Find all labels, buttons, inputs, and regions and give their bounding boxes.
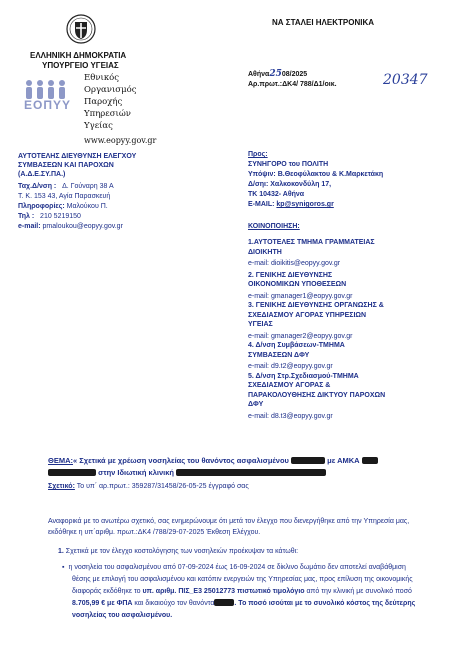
org-name-block	[84, 72, 137, 132]
cc-list	[248, 238, 385, 421]
recipient-block	[248, 150, 383, 210]
sender-unit-line: ΣΥΜΒΑΣΕΩΝ ΚΑΙ ΠΑΡΟΧΩΝ	[18, 162, 114, 169]
cc-item	[248, 301, 385, 341]
cc-item-line: 3. ΓΕΝΙΚΗΣ ΔΙΕΥΘΥΝΣΗΣ ΟΡΓΑΝΩΣΗΣ &	[248, 302, 384, 309]
cc-item-line: ΟΙΚΟΝΟΜΙΚΩΝ ΥΠΟΘΕΣΕΩΝ	[248, 281, 347, 288]
address-label: Ταχ.Δ/νση :	[18, 183, 57, 190]
cc-item	[248, 372, 385, 422]
date-line	[248, 70, 307, 79]
subject-reference	[48, 482, 249, 491]
cc-item-line: 4. Δ/νση Συμβάσεων-ΤΜΗΜΑ	[248, 342, 345, 349]
sender-contact	[18, 182, 123, 232]
point-text: Σχετικά με τον έλεγχο κοστολόγησης των νοσηλειών προέκυψαν τα κάτωθι:	[65, 548, 299, 555]
postal-address: Τ. Κ. 153 43, Αγία Παρασκευή	[18, 193, 111, 200]
subject-part1: « Σχετικά με χρέωση νοσηλείας του θανόντος ασφαλισμένου	[73, 456, 289, 465]
cc-item-line: 2. ΓΕΝΙΚΗΣ ΔΙΕΥΘΥΝΣΗΣ	[248, 271, 333, 279]
org-line: Οργανισμός	[84, 85, 137, 95]
cc-item-line: ΠΑΡΑΚΟΛΟΥΘΗΣΗΣ ΔΙΚΤΥΟΥ ΠΑΡΟΧΩΝ	[248, 391, 386, 399]
website-link[interactable]: www.eopyy.gov.gr	[84, 136, 157, 145]
tel-label: Τηλ :	[18, 213, 35, 220]
cc-item-line: ΣΧΕΔΙΑΣΜΟΥ ΑΓΟΡΑΣ ΥΠΗΡΕΣΙΩΝ	[248, 311, 367, 319]
send-electronically-note: ΝΑ ΣΤΑΛΕΙ ΗΛΕΚΤΡΟΝΙΚΑ	[272, 18, 374, 27]
redaction-bar	[291, 457, 325, 464]
protocol-label: Αρ.πρωτ.:ΔΚ4/ 788/Δ1/οικ.	[248, 81, 337, 88]
cc-item-line: ΣΧΕΔΙΑΣΜΟΥ ΑΓΟΡΑΣ &	[248, 382, 331, 389]
bullet-icon: ▪	[62, 564, 65, 571]
intro-paragraph: Αναφορικά με το ανωτέρω σχετικό, σας ενημερώνουμε ότι μετά τον έλεγχο που διενεργήθηκε από την Υπηρεσία μας, εκδόθηκε η υπ΄αριθμ. πρωτ.:ΔΚ4 /788/29-07-2025 Έκθεση Ελέγχου.	[48, 518, 410, 536]
subject-part2: με ΑΜΚΑ	[327, 456, 360, 465]
subject-line-2	[48, 468, 326, 477]
redaction-bar	[48, 469, 96, 476]
cc-item	[248, 341, 385, 372]
republic-heading: ΕΛΛΗΝΙΚΗ ΔΗΜΟΚΡΑΤΙΑ	[30, 51, 127, 60]
athens-label: Αθήνα	[248, 71, 270, 78]
cc-title: ΚΟΙΝΟΠΟΙΗΣΗ:	[248, 223, 300, 230]
ministry-heading: ΥΠΟΥΡΓΕΙΟ ΥΓΕΙΑΣ	[42, 61, 119, 70]
redaction-bar	[176, 469, 326, 476]
recipient-email-label: E-MAIL:	[248, 201, 275, 208]
sender-unit-line: (Α.Δ.Ε.ΣΥ.ΠΑ.)	[18, 171, 66, 178]
recipient-line: Δ/σηι: Χαλκοκονδύλη 17,	[248, 181, 332, 188]
cc-item-email[interactable]: e-mail: d8.t3@eopyy.gov.gr	[248, 412, 333, 420]
bullet-text-a: η νοσηλεία του ασφαλισμένου από 07-09-2024 έως 16-09-2024 σε δίκλινο δωμάτιο δεν αποτελεί αναβάθμιση θέσης με επιλογή του ασφαλισμένου και κατόπιν ενεργειών της Υπηρεσίας μας, προς επίλυση της οικονομικής διαφοράς εκδόθηκε το	[68, 564, 413, 595]
protocol-line	[248, 80, 337, 89]
subject-line-1	[48, 456, 378, 465]
bullet-text-bold1: υπ. αριθμ. ΠΙΣ_Ε3 25012773 πιστωτικό τιμολόγιο	[142, 588, 305, 595]
cc-item-email[interactable]: e-mail: gmanager1@eopyy.gov.gr	[248, 292, 353, 300]
bullet-text-e: και δικαιούχο τον θανόντα	[132, 600, 215, 607]
reference-value: Το υπ΄ αρ.πρωτ.: 359287/31458/26-05-25 έγγραφό σας	[76, 483, 249, 490]
cc-item	[248, 238, 385, 269]
email-label: e-mail:	[18, 223, 41, 230]
org-line: Υπηρεσιών	[84, 109, 131, 119]
org-line: Εθνικός	[84, 73, 120, 83]
to-label: Προς:	[248, 151, 268, 158]
bullet-text-c: από την κλινική με συνολικό ποσό	[304, 588, 412, 595]
sender-unit-line: ΑΥΤΟΤΕΛΗΣ ΔΙΕΥΘΥΝΣΗ ΕΛΕΓΧΟΥ	[18, 153, 137, 160]
cc-item-line: 1.ΑΥΤΟΤΕΛΕΣ ΤΜΗΜΑ ΓΡΑΜΜΑΤΕΙΑΣ	[248, 239, 375, 246]
cc-item-line: ΣΥΜΒΑΣΕΩΝ ΔΦΥ	[248, 351, 310, 359]
handwritten-protocol-number: 20347	[383, 72, 428, 88]
cc-item-email[interactable]: e-mail: dioikitis@eopyy.gov.gr	[248, 260, 341, 267]
bullet-text-bold3: . Το ποσό ισούται με το συνολικό κόστος της δεύτερης νοσηλείας του ασφαλισμένου.	[72, 600, 416, 619]
subject-part3: στην Ιδιωτική κλινική	[98, 468, 174, 477]
reference-label: Σχετικό:	[48, 483, 75, 490]
info-label: Πληροφορίες:	[18, 203, 65, 210]
bullet-paragraph	[62, 562, 422, 622]
bullet-text-bold2: 8.705,99 € με ΦΠΑ	[72, 600, 133, 607]
tel-value: 210 5219150	[40, 213, 81, 220]
sender-unit	[18, 152, 136, 179]
cc-item-line: ΔΦΥ	[248, 401, 264, 408]
point-1	[58, 546, 418, 557]
point-number: 1.	[58, 548, 64, 555]
date-rest: 08/2025	[281, 71, 308, 78]
recipient-line: ΤΚ 10432- Αθήνα	[248, 191, 305, 198]
org-line: Υγείας	[84, 121, 113, 131]
cc-item-line: ΔΙΟΙΚΗΤΗ	[248, 248, 282, 256]
cc-item-line: ΥΓΕΙΑΣ	[248, 321, 273, 328]
sender-email-link[interactable]: pmaloukou@eopyy.gov.gr	[42, 223, 123, 230]
recipient-line: ΣΥΝΗΓΟΡΟ του ΠΟΛΙΤΗ	[248, 161, 329, 168]
greek-emblem-icon	[66, 14, 96, 44]
handwritten-day: 25	[269, 69, 282, 79]
subject-label: ΘΕΜΑ:	[48, 456, 73, 465]
cc-item-email[interactable]: e-mail: gmanager2@eopyy.gov.gr	[248, 332, 353, 340]
cc-item-line: 5. Δ/νση Στρ.Σχεδιασμού-ΤΜΗΜΑ	[248, 372, 359, 380]
org-line: Παροχής	[84, 97, 123, 107]
eopyy-logo-text: ΕΟΠΥΥ	[24, 98, 72, 112]
redaction-bar	[362, 457, 378, 464]
info-value: Μαλούκου Π.	[66, 203, 108, 210]
cc-item	[248, 271, 385, 302]
recipient-line: Υπόψιν: Β.Θεοφύλακτου & Κ.Μαρκετάκη	[248, 171, 384, 178]
cc-item-email[interactable]: e-mail: d9.t2@eopyy.gov.gr	[248, 363, 333, 370]
body-intro	[48, 516, 418, 538]
redaction-bar	[214, 599, 234, 606]
recipient-email-link[interactable]: kp@synigoros.gr	[276, 201, 334, 208]
address-value: Δ. Γούναρη 38 Α	[62, 183, 114, 190]
